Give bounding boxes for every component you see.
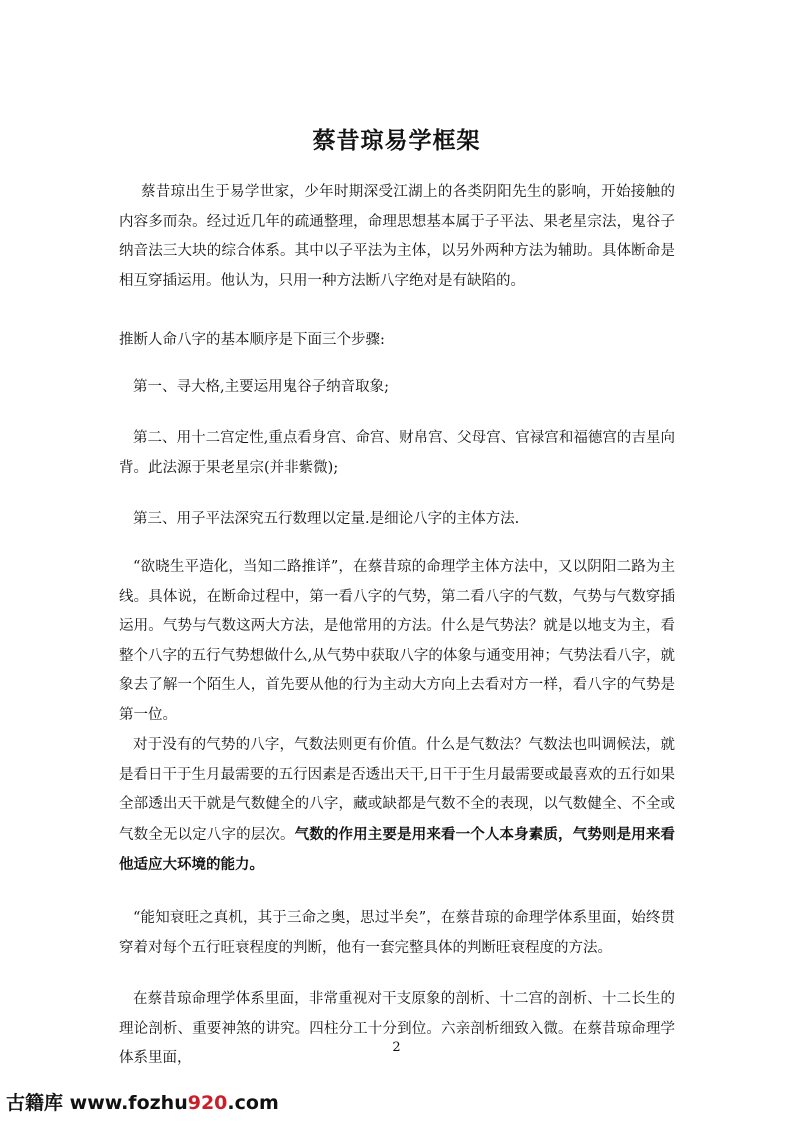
watermark-footer xyxy=(6,1088,279,1115)
paragraph-intro: 蔡昔琼出生于易学世家，少年时期深受江湖上的各类阴阳先生的影响，开始接触的内容多而杂。经过近几年的疏通整理，命理思想基本属于子平法、果老星宗法，鬼谷子纳音法三大块的综合体系。其中以子平法为主体，以另外两种方法为辅助。具体断命是相互穿插运用。他认为，只用一种方法断八字绝对是有缺陷的。 xyxy=(119,184,675,289)
paragraph-step-one: 第一、寻大格,主要运用鬼谷子纳音取象; xyxy=(133,379,389,395)
paragraph-step-three: 第三、用子平法深究五行数理以定量.是细论八字的主体方法. xyxy=(133,511,520,527)
paragraph-two-paths: “欲晓生平造化，当知二路推详”，在蔡昔琼的命理学主体方法中，又以阴阳二路为主线。具体说，在断命过程中，第一看八字的气势，第二看八字的气数，气势与气数穿插运用。气势与气数这两大方法，是他常用的方法。什么是气势法？就是以地支为主，看整个八字的五行气势想做什么,从气势中获取八字的体象与通变用神；气势法看八字，就象去了解一个陌生人，首先要从他的行为主动大方向上去看对方一样，看八字的气势是第一位。 xyxy=(119,559,675,723)
qishu-text: 对于没有的气势的八字，气数法则更有价值。什么是气数法？气数法也叫调候法，就是看日干于生月最需要的五行因素是否透出天干,日干于生月最需要或最喜欢的五行如果全部透出天干就是气数健全的八字，藏或缺都是气数不全的表现，以气数健全、不全或气数全无以定八字的层次。 xyxy=(119,737,675,843)
footer-site-name: 古籍库 xyxy=(6,1092,64,1114)
paragraph-system: 在蔡昔琼命理学体系里面，非常重视对干支原象的剖析、十二宫的剖析、十二长生的理论剖析、重要神煞的讲究。四柱分工十分到位。六亲剖析细致入微。在蔡昔琼命理学体系里面， xyxy=(119,991,675,1066)
footer-url-suffix: .com xyxy=(227,1092,279,1114)
paragraph-qishu-method xyxy=(119,731,675,881)
footer-url-prefix: www.fozhu xyxy=(69,1092,188,1114)
paragraph-wangshuai: “能知衰旺之真机，其于三命之奥，思过半矣”，在蔡昔琼的命理学体系里面，始终贯穿着对每个五行旺衰程度的判断，他有一套完整具体的判断旺衰程度的方法。 xyxy=(119,910,675,956)
paragraph-step-two: 第二、用十二宫定性,重点看身宫、命宫、财帛宫、父母宫、官禄宫和福德宫的吉星向背。此法源于果老星宗(并非紫微); xyxy=(119,430,675,476)
footer-url-number: 920 xyxy=(187,1092,228,1114)
qishu-emphasis: 气数的作用主要是用来看一个人本身素质，气势则是用来看他适应大环境的能力。 xyxy=(119,825,676,873)
document-title: 蔡昔琼易学框架 xyxy=(312,127,481,154)
page-number: 2 xyxy=(392,1040,401,1055)
paragraph-steps-intro: 推断人命八字的基本顺序是下面三个步骤: xyxy=(119,332,385,348)
